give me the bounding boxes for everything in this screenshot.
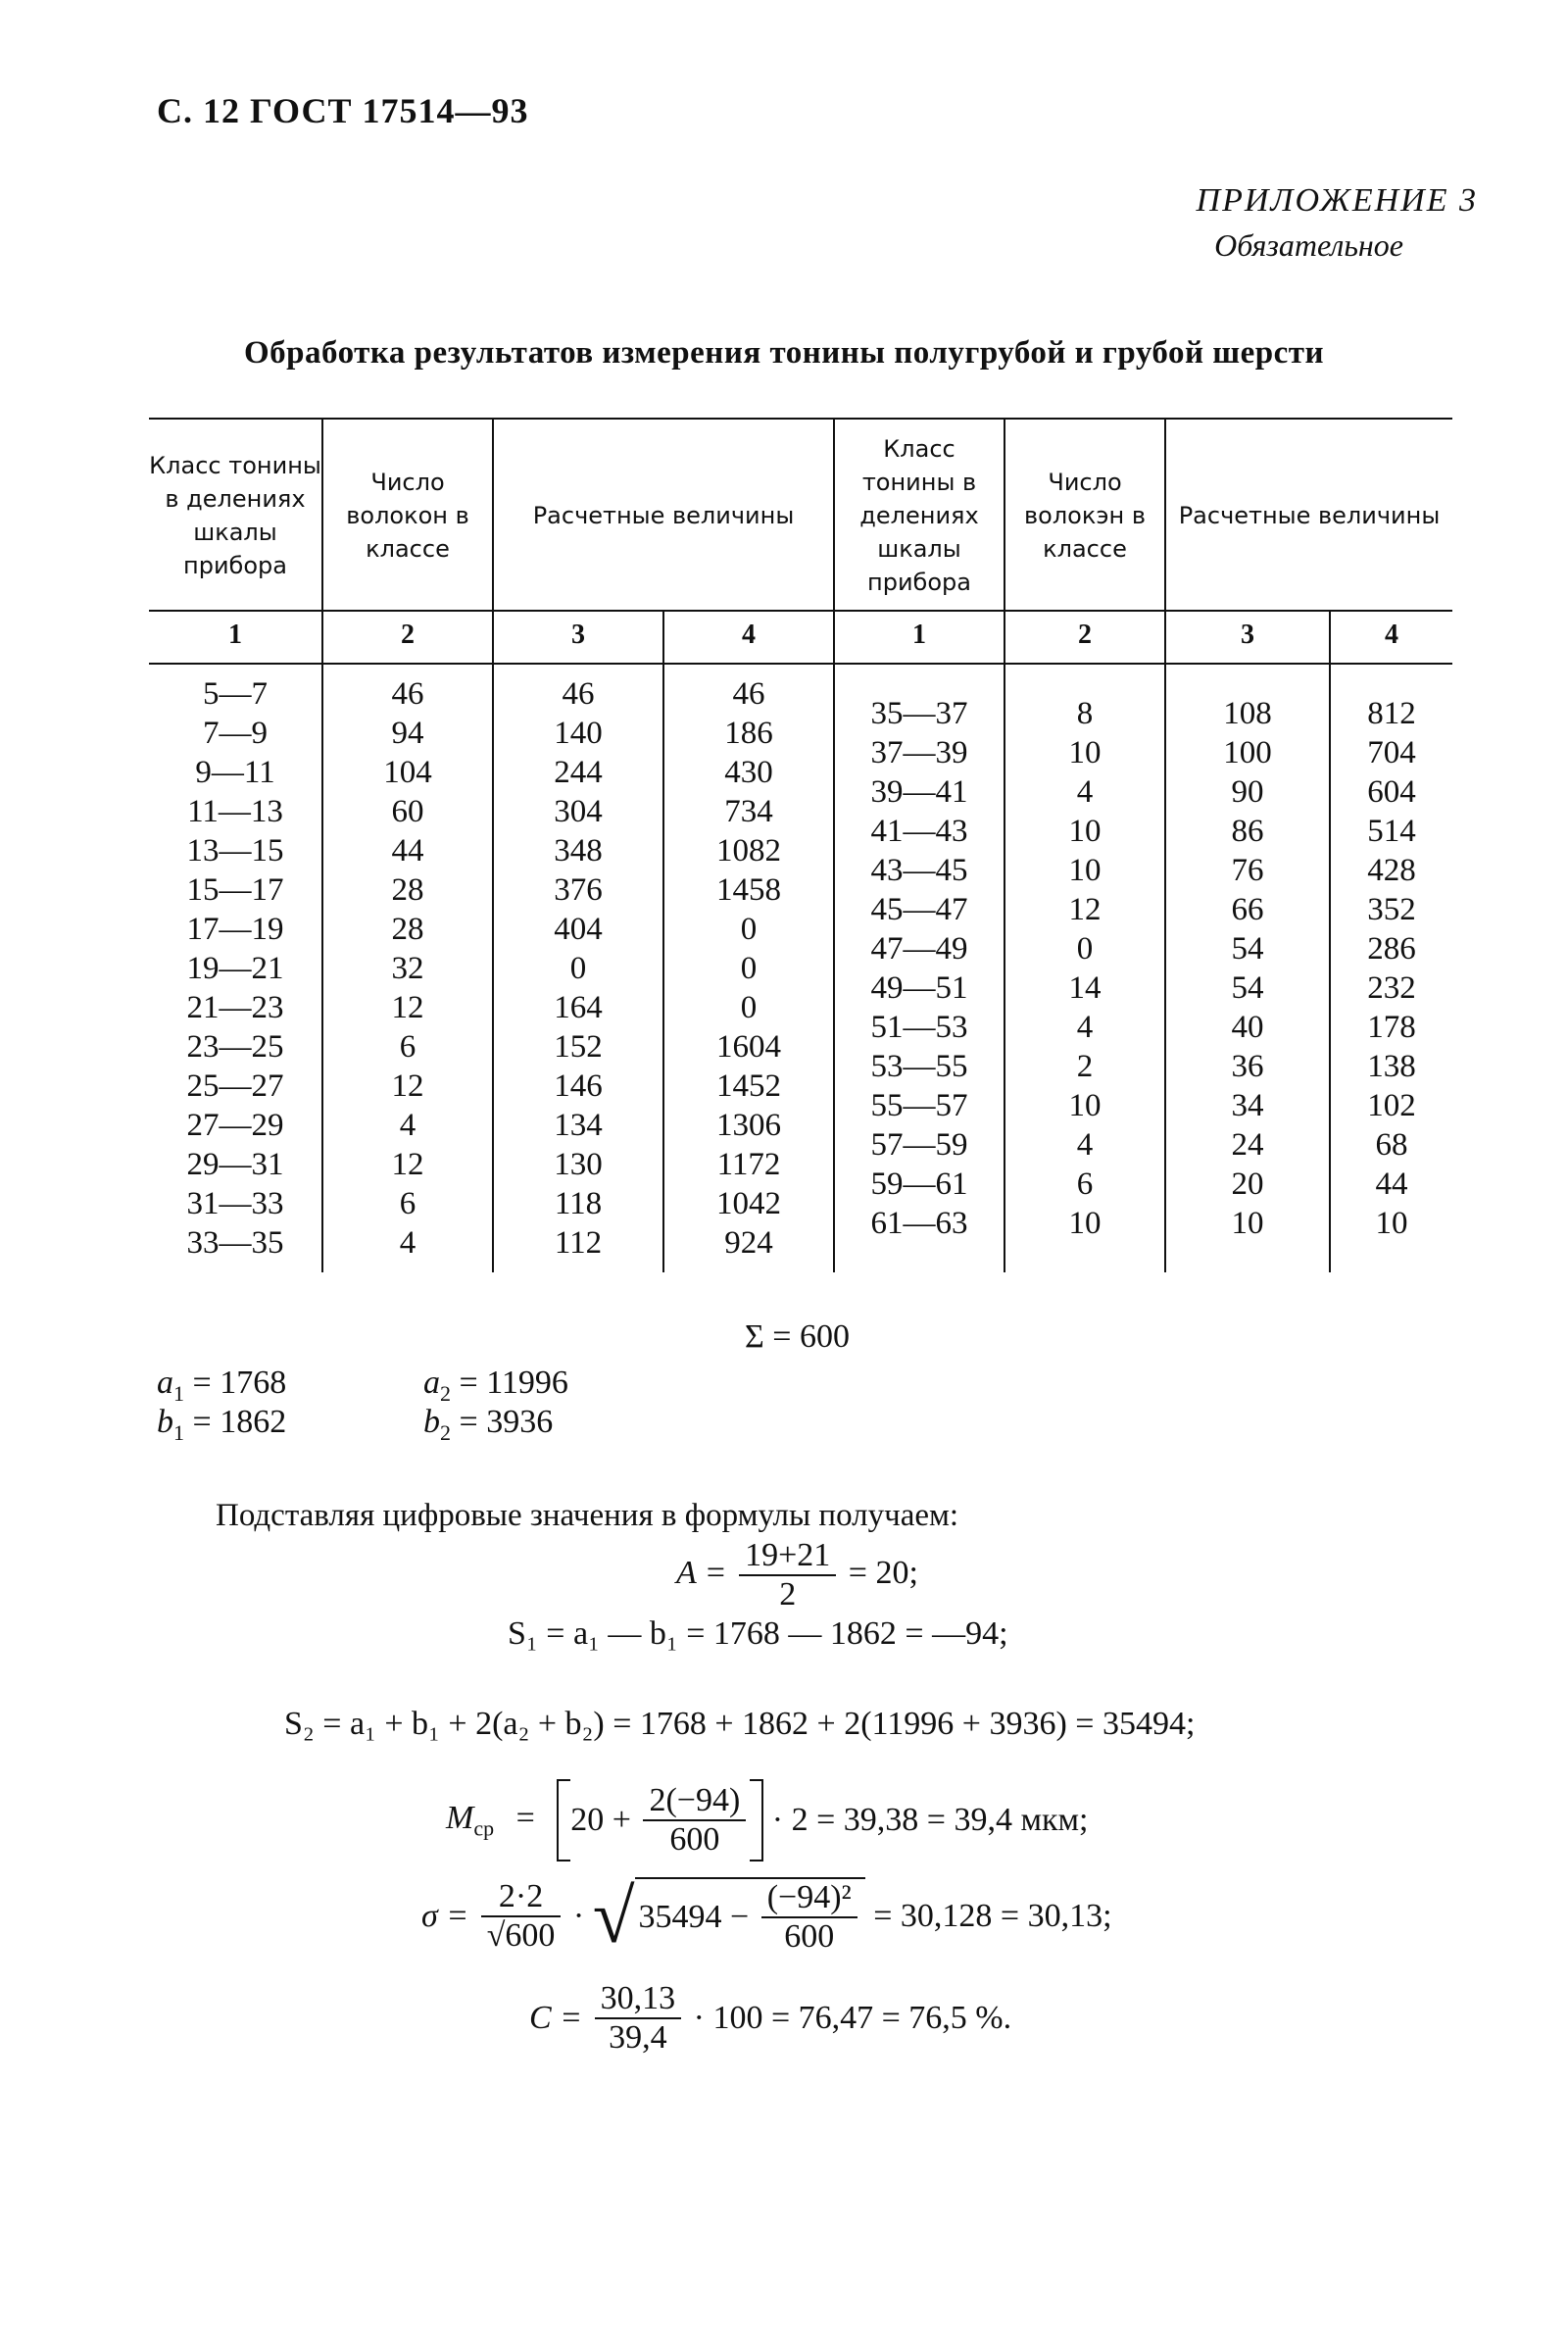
table-cell: 10	[1068, 853, 1102, 888]
col-number: 3	[1241, 620, 1254, 650]
table-cell: 15—17	[186, 872, 284, 908]
document-title: Обработка результатов измерения тонины полугрубой и грубой шерсти	[244, 335, 1324, 371]
table-cell: 4	[1076, 774, 1094, 810]
coef-a2	[423, 1365, 568, 1407]
col-number: 1	[912, 620, 926, 650]
table-cell: 43—45	[870, 853, 968, 888]
formula-a-rhs: = 20;	[848, 1554, 918, 1591]
column-right-classes	[835, 694, 1004, 1243]
coef-b2-value: 3936	[486, 1404, 554, 1440]
table-cell: 0	[740, 912, 758, 947]
table-cell: 6	[399, 1029, 416, 1065]
table-cell: 25—27	[186, 1068, 284, 1104]
table-cell: 108	[1223, 696, 1272, 731]
header-class: Класс тонины в делениях шкалы прибора	[149, 452, 321, 579]
table-cell: 704	[1367, 735, 1416, 770]
table-cell: 186	[724, 716, 773, 751]
table-cell: 1604	[716, 1029, 781, 1065]
table-cell: 49—51	[870, 970, 968, 1006]
table-cell: 86	[1231, 814, 1264, 849]
col-number: 2	[1078, 620, 1092, 650]
formula-m-eq: =	[515, 1799, 535, 1836]
fraction-denominator: 600	[669, 1821, 720, 1858]
table-cell: 178	[1367, 1010, 1416, 1045]
table-cell: 11—13	[187, 794, 283, 829]
table-cell: 68	[1375, 1127, 1408, 1163]
fraction-denominator: 39,4	[609, 2019, 667, 2056]
coef-eq: =	[459, 1365, 478, 1401]
table-cell: 140	[554, 716, 603, 751]
table-cell: 134	[554, 1108, 603, 1143]
table-cell: 1082	[716, 833, 781, 869]
table-cell: 29—31	[186, 1147, 284, 1182]
table-cell: 100	[1223, 735, 1272, 770]
table-cell: 57—59	[870, 1127, 968, 1163]
table-cell: 24	[1231, 1127, 1264, 1163]
table-cell: 13—15	[186, 833, 284, 869]
col-number: 4	[1385, 620, 1398, 650]
coef-b1-symbol: b	[157, 1404, 173, 1440]
fraction-denominator: 2	[779, 1576, 797, 1613]
table-cell: 1458	[716, 872, 781, 908]
table-cell: 10	[1068, 814, 1102, 849]
table-cell: 1172	[716, 1147, 781, 1182]
table-cell: 12	[391, 1147, 424, 1182]
table-cell: 47—49	[870, 931, 968, 967]
formula-m	[446, 1779, 1088, 1861]
coef-b2	[423, 1404, 553, 1446]
table-cell: 0	[569, 951, 587, 986]
fraction-denominator: √600	[486, 1917, 556, 1954]
formula-m-lhs: M	[446, 1799, 474, 1836]
col-number: 2	[401, 620, 415, 650]
table-cell: 352	[1367, 892, 1416, 927]
table-cell: 4	[1076, 1127, 1094, 1163]
column-left-classes	[149, 674, 321, 1263]
table-cell: 5—7	[203, 676, 268, 712]
coef-eq: =	[192, 1365, 212, 1401]
coef-a1	[157, 1365, 286, 1407]
formula-s1: S₁ = a₁ — b₁ = 1768 — 1862 = —94;	[508, 1615, 1008, 1652]
table-cell: 924	[724, 1225, 773, 1261]
formula-a-fraction	[739, 1537, 836, 1613]
table-cell: 112	[554, 1225, 603, 1261]
formula-sigma-rhs: = 30,128 = 30,13;	[873, 1898, 1112, 1934]
table-cell: 17—19	[186, 912, 284, 947]
table-cell: 44	[391, 833, 424, 869]
table-cell: 232	[1367, 970, 1416, 1006]
table-cell: 6	[1076, 1166, 1094, 1202]
formula-m-sub: ср	[473, 1815, 495, 1841]
table-cell: 4	[1076, 1010, 1094, 1045]
table-cell: 46	[391, 676, 424, 712]
table-cell: 90	[1231, 774, 1264, 810]
formula-c	[529, 1980, 1011, 2057]
table-cell: 20	[1231, 1166, 1264, 1202]
fraction-numerator: 30,13	[595, 1980, 682, 2019]
table-cell: 34	[1231, 1088, 1264, 1123]
table-cell: 138	[1367, 1049, 1416, 1084]
table-cell: 46	[562, 676, 595, 712]
table-cell: 54	[1231, 970, 1264, 1006]
coef-a1-value: 1768	[220, 1365, 287, 1401]
col-number: 3	[571, 620, 585, 650]
coef-sub: 1	[173, 1380, 184, 1406]
table-cell: 61—63	[870, 1206, 968, 1241]
table-cell: 41—43	[870, 814, 968, 849]
formula-sigma-radicand	[635, 1877, 865, 1956]
formula-s2: S₂ = a₁ + b₁ + 2(a₂ + b₂) = 1768 + 1862 + 2(11996 + 3936) = 35494;	[284, 1706, 1196, 1742]
formula-sigma	[421, 1873, 1112, 1959]
column-right-calc3	[1166, 694, 1329, 1243]
table-cell: 10	[1231, 1206, 1264, 1241]
table-cell: 51—53	[870, 1010, 968, 1045]
page-header: С. 12 ГОСТ 17514—93	[157, 91, 529, 130]
header-class-right: Класс тонины в делениях шкалы прибора	[859, 435, 979, 596]
table-cell: 152	[554, 1029, 603, 1065]
table-cell: 6	[399, 1186, 416, 1221]
formula-c-fraction	[595, 1980, 682, 2057]
coef-b2-symbol: b	[423, 1404, 440, 1440]
table-cell: 4	[399, 1108, 416, 1143]
table-cell: 8	[1076, 696, 1094, 731]
table-cell: 514	[1367, 814, 1416, 849]
table-cell: 76	[1231, 853, 1264, 888]
table-cell: 1452	[716, 1068, 781, 1104]
table-cell: 428	[1367, 853, 1416, 888]
formula-c-rhs: · 100 = 76,47 = 76,5 %.	[693, 2000, 1012, 2036]
table-cell: 55—57	[870, 1088, 968, 1123]
table-cell: 244	[554, 755, 603, 790]
fraction-denominator: 600	[784, 1918, 835, 1955]
table-cell: 59—61	[870, 1166, 968, 1202]
table-cell: 146	[554, 1068, 603, 1104]
appendix-title: ПРИЛОЖЕНИЕ 3	[1196, 182, 1478, 219]
right-bracket	[750, 1779, 763, 1861]
formula-c-lhs: C =	[529, 2000, 583, 2036]
formula-sigma-dot: ·	[572, 1898, 585, 1934]
table-cell: 304	[554, 794, 603, 829]
table-cell: 35—37	[870, 696, 968, 731]
header-calc: Расчетные величины	[532, 502, 795, 529]
table-cell: 376	[554, 872, 603, 908]
table-cell: 0	[1076, 931, 1094, 967]
table-cell: 12	[391, 990, 424, 1025]
table-cell: 812	[1367, 696, 1416, 731]
header-count-right: Число волокэн в классе	[1024, 469, 1146, 563]
table-cell: 39—41	[870, 774, 968, 810]
column-right-calc4	[1331, 694, 1452, 1243]
table-cell: 27—29	[186, 1108, 284, 1143]
table-cell: 164	[554, 990, 603, 1025]
table-cell: 10	[1068, 735, 1102, 770]
table-cell: 36	[1231, 1049, 1264, 1084]
table-cell: 1306	[716, 1108, 781, 1143]
coef-a1-symbol: a	[157, 1365, 173, 1401]
table-cell: 28	[391, 912, 424, 947]
table-cell: 2	[1076, 1049, 1094, 1084]
table-cell: 32	[391, 951, 424, 986]
col-number: 1	[228, 620, 242, 650]
radical-sign: √	[592, 1873, 635, 1959]
column-left-calc3	[494, 674, 662, 1263]
header-calc-right: Расчетные величины	[1178, 502, 1441, 529]
table-cell: 104	[383, 755, 432, 790]
table-cell: 46	[732, 676, 765, 712]
table-header-rule	[149, 610, 1452, 612]
coef-eq: =	[192, 1404, 212, 1440]
table-cell: 44	[1375, 1166, 1408, 1202]
table-cell: 102	[1367, 1088, 1416, 1123]
table-cell: 12	[391, 1068, 424, 1104]
coef-a2-value: 11996	[486, 1365, 568, 1401]
table-cell: 10	[1375, 1206, 1408, 1241]
fraction-numerator: 2(−94)	[643, 1782, 746, 1821]
table-cell: 28	[391, 872, 424, 908]
intro-text: Подставляя цифровые значения в формулы получаем:	[216, 1498, 959, 1533]
coef-a2-symbol: a	[423, 1365, 440, 1401]
table-cell: 0	[740, 990, 758, 1025]
coef-sub: 2	[440, 1380, 451, 1406]
header-count: Число волокон в классе	[346, 469, 469, 563]
table-cell: 23—25	[186, 1029, 284, 1065]
fraction-numerator: 2·2	[481, 1878, 562, 1917]
table-cell: 21—23	[186, 990, 284, 1025]
table-cell: 430	[724, 755, 773, 790]
table-cell: 66	[1231, 892, 1264, 927]
formula-m-inner: 20 +	[570, 1802, 631, 1838]
table-cell: 10	[1068, 1088, 1102, 1123]
column-left-calc4	[664, 674, 833, 1263]
radicand-left: 35494 −	[638, 1899, 750, 1935]
coef-sub: 2	[440, 1419, 451, 1445]
table-cell: 31—33	[186, 1186, 284, 1221]
fraction-numerator: (−94)²	[761, 1879, 858, 1918]
table-cell: 9—11	[195, 755, 275, 790]
table-cell: 33—35	[186, 1225, 284, 1261]
sum-line: Σ = 600	[745, 1318, 850, 1355]
table-cell: 94	[391, 716, 424, 751]
coef-eq: =	[459, 1404, 478, 1440]
table-cell: 12	[1068, 892, 1102, 927]
formula-a-lhs: A =	[676, 1554, 727, 1591]
table-cell: 734	[724, 794, 773, 829]
table-cell: 7—9	[203, 716, 268, 751]
table-cell: 286	[1367, 931, 1416, 967]
table-cell: 54	[1231, 931, 1264, 967]
table-top-rule	[149, 418, 1452, 420]
fraction-numerator: 19+21	[739, 1537, 836, 1576]
formula-sigma-fraction	[481, 1878, 562, 1955]
column-right-counts	[1005, 694, 1164, 1243]
table-cell: 14	[1068, 970, 1102, 1006]
table-cell: 60	[391, 794, 424, 829]
table-cell: 348	[554, 833, 603, 869]
table-cell: 19—21	[186, 951, 284, 986]
table-number-rule	[149, 663, 1452, 665]
table-cell: 1042	[716, 1186, 781, 1221]
col-number: 4	[742, 620, 756, 650]
table-cell: 0	[740, 951, 758, 986]
table-cell: 10	[1068, 1206, 1102, 1241]
coef-b1	[157, 1404, 286, 1446]
table-cell: 404	[554, 912, 603, 947]
formula-a	[676, 1537, 918, 1613]
formula-sigma-lhs: σ =	[421, 1898, 469, 1934]
coef-b1-value: 1862	[220, 1404, 287, 1440]
appendix-subtitle: Обязательное	[1214, 227, 1403, 263]
table-cell: 130	[554, 1147, 603, 1182]
formula-m-rhs: · 2 = 39,38 = 39,4 мкм;	[771, 1802, 1089, 1838]
column-left-counts	[323, 674, 492, 1263]
table-cell: 40	[1231, 1010, 1264, 1045]
formula-m-fraction	[643, 1782, 746, 1859]
table-cell: 45—47	[870, 892, 968, 927]
table-cell: 53—55	[870, 1049, 968, 1084]
table-cell: 4	[399, 1225, 416, 1261]
coef-sub: 1	[173, 1419, 184, 1445]
radicand-fraction	[761, 1879, 858, 1956]
table-cell: 118	[554, 1186, 603, 1221]
results-table	[149, 418, 1452, 1272]
left-bracket	[557, 1779, 570, 1861]
table-cell: 604	[1367, 774, 1416, 810]
table-cell: 37—39	[870, 735, 968, 770]
